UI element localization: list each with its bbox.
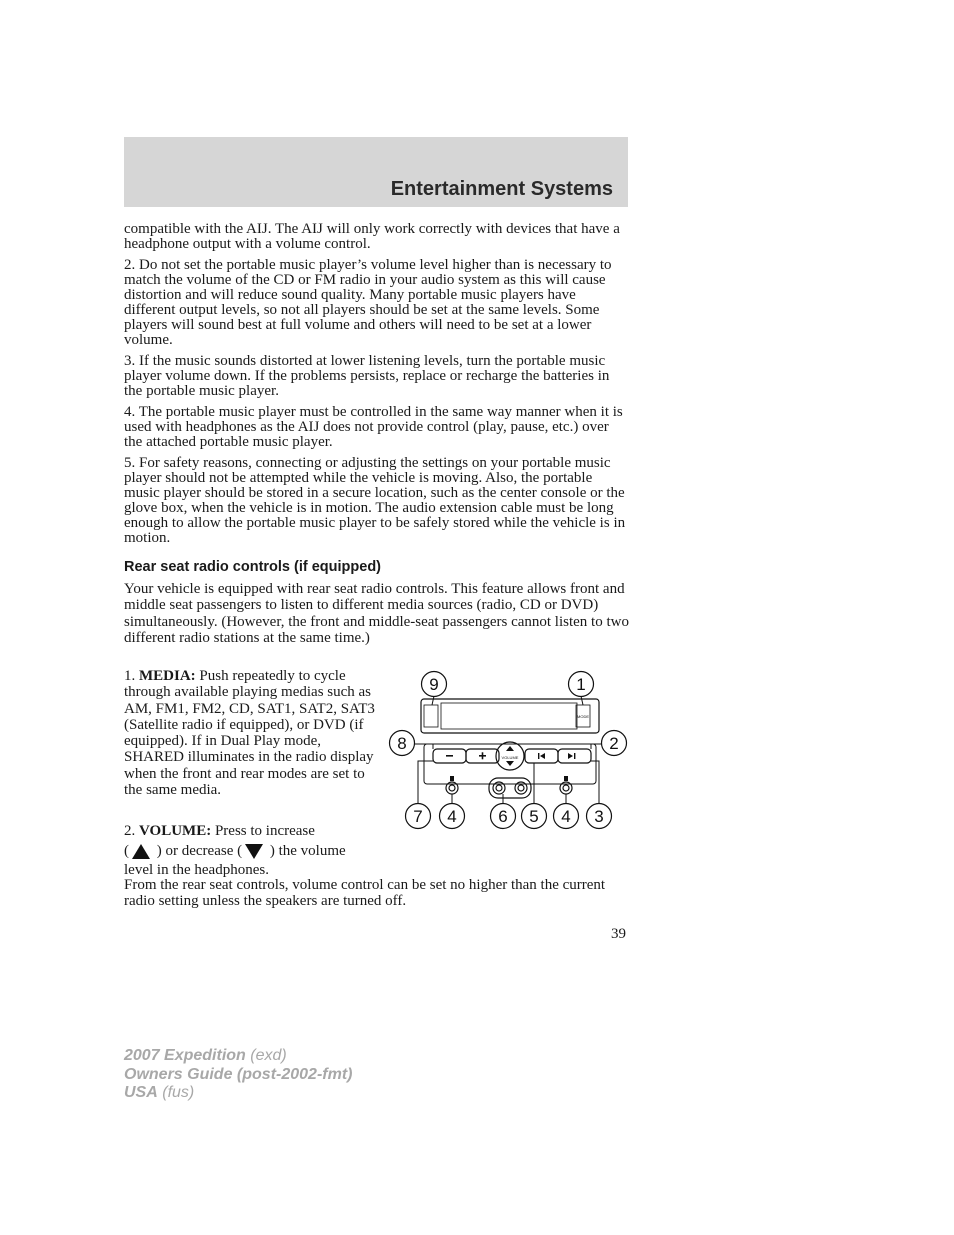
volume-text-a: Press to increase: [214, 823, 315, 839]
volume-item-number: 2.: [124, 823, 136, 839]
footer-guide: Owners Guide (post-2002-fmt): [124, 1065, 353, 1083]
volume-label: VOLUME:: [139, 823, 212, 839]
callout-7: 7: [413, 807, 423, 826]
callout-8: 8: [397, 734, 407, 753]
paren-open: (: [124, 842, 129, 859]
callout-1: 1: [576, 675, 586, 694]
paragraph-item-2: 2. Do not set the portable music player’s volume level higher than is necessary to match the volume of the CD or FM radio in your audio system as this will cause distortion and will reduce sound quality. Many portable music players have different output levels, so not all players should be set at the same levels. Some players will sound best at full volume and others will need to be set at a lower volume.: [124, 257, 612, 349]
plus-glyph-v: [482, 752, 484, 759]
callout-5: 5: [529, 807, 539, 826]
volume-text-b: ) or decrease (: [156, 842, 243, 859]
header-band: [124, 137, 628, 207]
triangle-down-icon: [245, 844, 263, 859]
volume-down-glyph: [506, 761, 514, 766]
footer-model: 2007 Expedition: [124, 1047, 246, 1064]
footer: [124, 1047, 352, 1103]
paragraph-item-4: 4. The portable music player must be controlled in the same way manner when it is used with headphones as the AIJ does not provide control (play, pause, etc.) over the attached portable music player.: [124, 404, 623, 451]
volume-text-d: level in the headphones.: [124, 862, 269, 878]
volume-text-c: ) the volume: [269, 842, 346, 859]
footer-market: USA: [124, 1084, 158, 1101]
volume-knob-label: VOLUME: [501, 755, 519, 760]
volume-up-glyph: [506, 746, 514, 751]
callout-4-left: 4: [447, 807, 457, 826]
rear-seat-controls-diagram: [388, 668, 632, 836]
callout-6: 6: [498, 807, 508, 826]
section-intro: Your vehicle is equipped with rear seat radio controls. This feature allows front and middle seat passengers to listen to different media sources (radio, CD or DVD) simultaneously. (However, the front and middle-seat passengers cannot listen to two different radio stations at the same time.): [124, 581, 629, 646]
footer-market-code: (fus): [162, 1084, 195, 1101]
media-item: [124, 668, 382, 798]
triangle-up-icon: [132, 844, 150, 859]
mode-button-label: MODE: [577, 714, 589, 719]
center-jack-housing: [489, 778, 531, 798]
minus-glyph: [446, 755, 453, 757]
display-panel: [421, 699, 599, 733]
callout-9: 9: [429, 675, 439, 694]
paragraph-continued: compatible with the AIJ. The AIJ will only work correctly with devices that have a headphone output with a volume control.: [124, 221, 620, 253]
page-number: 39: [611, 926, 626, 942]
media-description: Push repeatedly to cycle through available playing medias such as AM, FM1, FM2, CD, SAT1, SAT2, SAT3 (Satellite radio if equipped), or DVD (if equipped). If in Dual Play mode, SHARED illuminates in the radio display when the front and rear modes are set to the same media.: [124, 668, 375, 799]
callout-3: 3: [594, 807, 604, 826]
page-title: Entertainment Systems: [390, 178, 613, 200]
callout-4-right: 4: [561, 807, 571, 826]
section-heading: Rear seat radio controls (if equipped): [124, 559, 382, 575]
volume-item: [124, 822, 384, 881]
paragraph-item-3: 3. If the music sounds distorted at lower listening levels, turn the portable music player volume down. If the problems persists, replace or recharge the batteries in the portable music player.: [124, 353, 610, 400]
paragraph-item-5: 5. For safety reasons, connecting or adjusting the settings on your portable music player should not be attempted while the vehicle is moving. Also, the portable music player should be stored in a secure location, such as the center console or the glove box, when the vehicle is in motion. The audio extension cable must be long enough to allow the portable music player to be safely stored while the vehicle is in motion.: [124, 455, 626, 547]
closing-paragraph: From the rear seat controls, volume control can be set no higher than the current radio setting unless the speakers are turned off.: [124, 877, 606, 909]
mute-button: [424, 705, 438, 727]
callout-2: 2: [609, 734, 619, 753]
display-window: [441, 703, 577, 729]
media-item-number: 1.: [124, 668, 136, 684]
media-label: MEDIA:: [139, 668, 196, 684]
footer-model-code: (exd): [250, 1047, 287, 1064]
